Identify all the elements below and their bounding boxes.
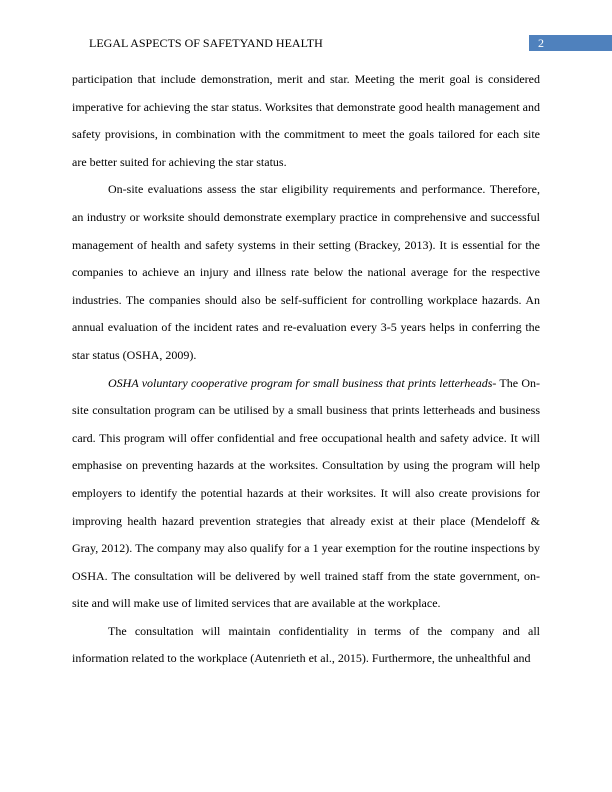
paragraph-3-heading: OSHA voluntary cooperative program for small business that prints letterheads (108, 375, 493, 390)
body-text (72, 66, 540, 673)
page-number: 2 (529, 35, 612, 51)
paragraph-3 (72, 370, 540, 618)
paragraph-1: participation that include demonstration, merit and star. Meeting the merit goal is considered imperative for achieving the star status. Worksites that demonstrate good health management and safety provisions, in combination with the commitment to meet the goals tailored for each site are better suited for achieving the star status. (72, 72, 540, 169)
running-head: LEGAL ASPECTS OF SAFETYAND HEALTH (89, 36, 323, 50)
paragraph-3-body: - The On-site consultation program can be utilised by a small business that prints letterheads and business card. This program will offer confidential and free occupational health and safety advice. It will emphasise on preventing hazards at the worksites. Consultation by using the program will help employers to identify the potential hazards at their worksites. It will also create provisions for improving health hazard prevention strategies that already exist at their place (Mendeloff & Gray, 2012). The company may also qualify for a 1 year exemption for the routine inspections by OSHA. The consultation will be delivered by well trained staff from the state government, on-site and will make use of limited services that are available at the workplace. (72, 375, 540, 611)
paragraph-4: The consultation will maintain confidentiality in terms of the company and all information related to the workplace (Autenrieth et al., 2015). Furthermore, the unhealthful and (72, 623, 540, 666)
paragraph-2: On-site evaluations assess the star eligibility requirements and performance. Therefore, an industry or worksite should demonstrate exemplary practice in comprehensive and successful management of health and safety systems in their setting (Brackey, 2013). It is essential for the companies to achieve an injury and illness rate below the national average for the respective industries. The companies should also be self-sufficient for controlling workplace hazards. An annual evaluation of the incident rates and re-evaluation every 3-5 years helps in conferring the star status (OSHA, 2009). (72, 182, 540, 362)
